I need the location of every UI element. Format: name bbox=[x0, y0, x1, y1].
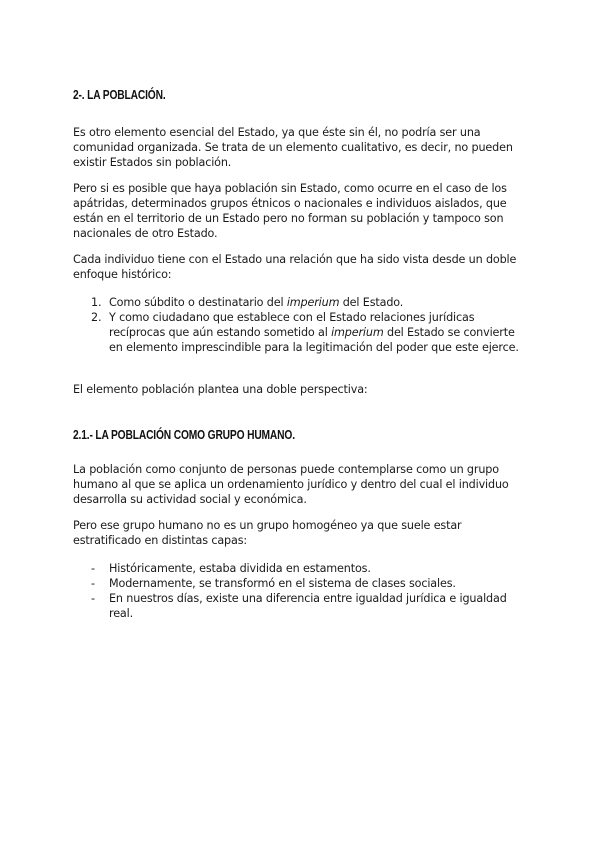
section-heading: 2-. LA POBLACIÓN. bbox=[73, 88, 166, 102]
list-marker: - bbox=[91, 562, 95, 575]
list-marker: 2. bbox=[91, 311, 102, 324]
paragraph: La población como conjunto de personas puede contemplarse como un grupo humano al que se aplica un ordenamiento jurídico y dentro del cual el individuo desarrolla su actividad social y económica. bbox=[73, 463, 509, 506]
paragraph: El elemento población plantea una doble perspectiva: bbox=[73, 383, 368, 396]
paragraph: Pero ese grupo humano no es un grupo homogéneo ya que suele estar estratificado en distintas capas: bbox=[73, 519, 462, 547]
paragraph: Cada individuo tiene con el Estado una relación que ha sido vista desde un doble enfoque histórico: bbox=[73, 253, 517, 281]
subsection-heading: 2.1.- LA POBLACIÓN COMO GRUPO HUMANO. bbox=[73, 428, 295, 442]
document-page: 2-. LA POBLACIÓN. Es otro elemento esencial del Estado, ya que éste sin él, no podría ser una comunidad organizada. Se trata de un elemento cualitativo, es decir, no pueden existir Estados sin población. Pero si es posible que haya población sin Estado, como ocurre en el caso de los apátridas, determinados grupos étnicos o nacionales e individuos aislados, que están en el territorio de un Estado pero no forman su población y tampoco son nacionales de otro Estado. Cada individuo tiene con el Estado una relación que ha sido vista desde un doble enfoque histórico: 1. Como súbdito o destinatario del imperium del Estado. 2. Y como ciudadano que establece con el Estado relaciones jurídicas recíprocas que aún estando sometido al imperium del Estado se convierte en elemento imprescindible para la legitimación del poder que este ejerce. El elemento población plantea una doble perspectiva: 2.1.- LA POBLACIÓN COMO GRUPO HUMANO. La población como conjunto de personas puede contemplarse como un grupo humano al que se aplica un ordenamiento jurídico y dentro del cual el individuo desarrolla su actividad social y económica. Pero ese grupo humano no es un grupo homogéneo ya que suele estar estratificado en distintas capas: - Históricamente, estaba dividida en estamentos. - Modernamente, se transformó en el sistema de clases sociales. - En nuestros días, existe una diferencia entre igualdad jurídica e igualdad real. bbox=[0, 0, 600, 848]
paragraph: Es otro elemento esencial del Estado, ya que éste sin él, no podría ser una comunidad organizada. Se trata de un elemento cualitativo, es decir, no pueden existir Estados sin población. bbox=[73, 126, 513, 169]
paragraph: Pero si es posible que haya población sin Estado, como ocurre en el caso de los apátridas, determinados grupos étnicos o nacionales e individuos aislados, que están en el territorio de un Estado pero no forman su población y tampoco son nacionales de otro Estado. bbox=[73, 182, 507, 240]
list-marker: - bbox=[91, 577, 95, 590]
list-marker: - bbox=[91, 592, 95, 605]
list-marker: 1. bbox=[91, 296, 102, 309]
